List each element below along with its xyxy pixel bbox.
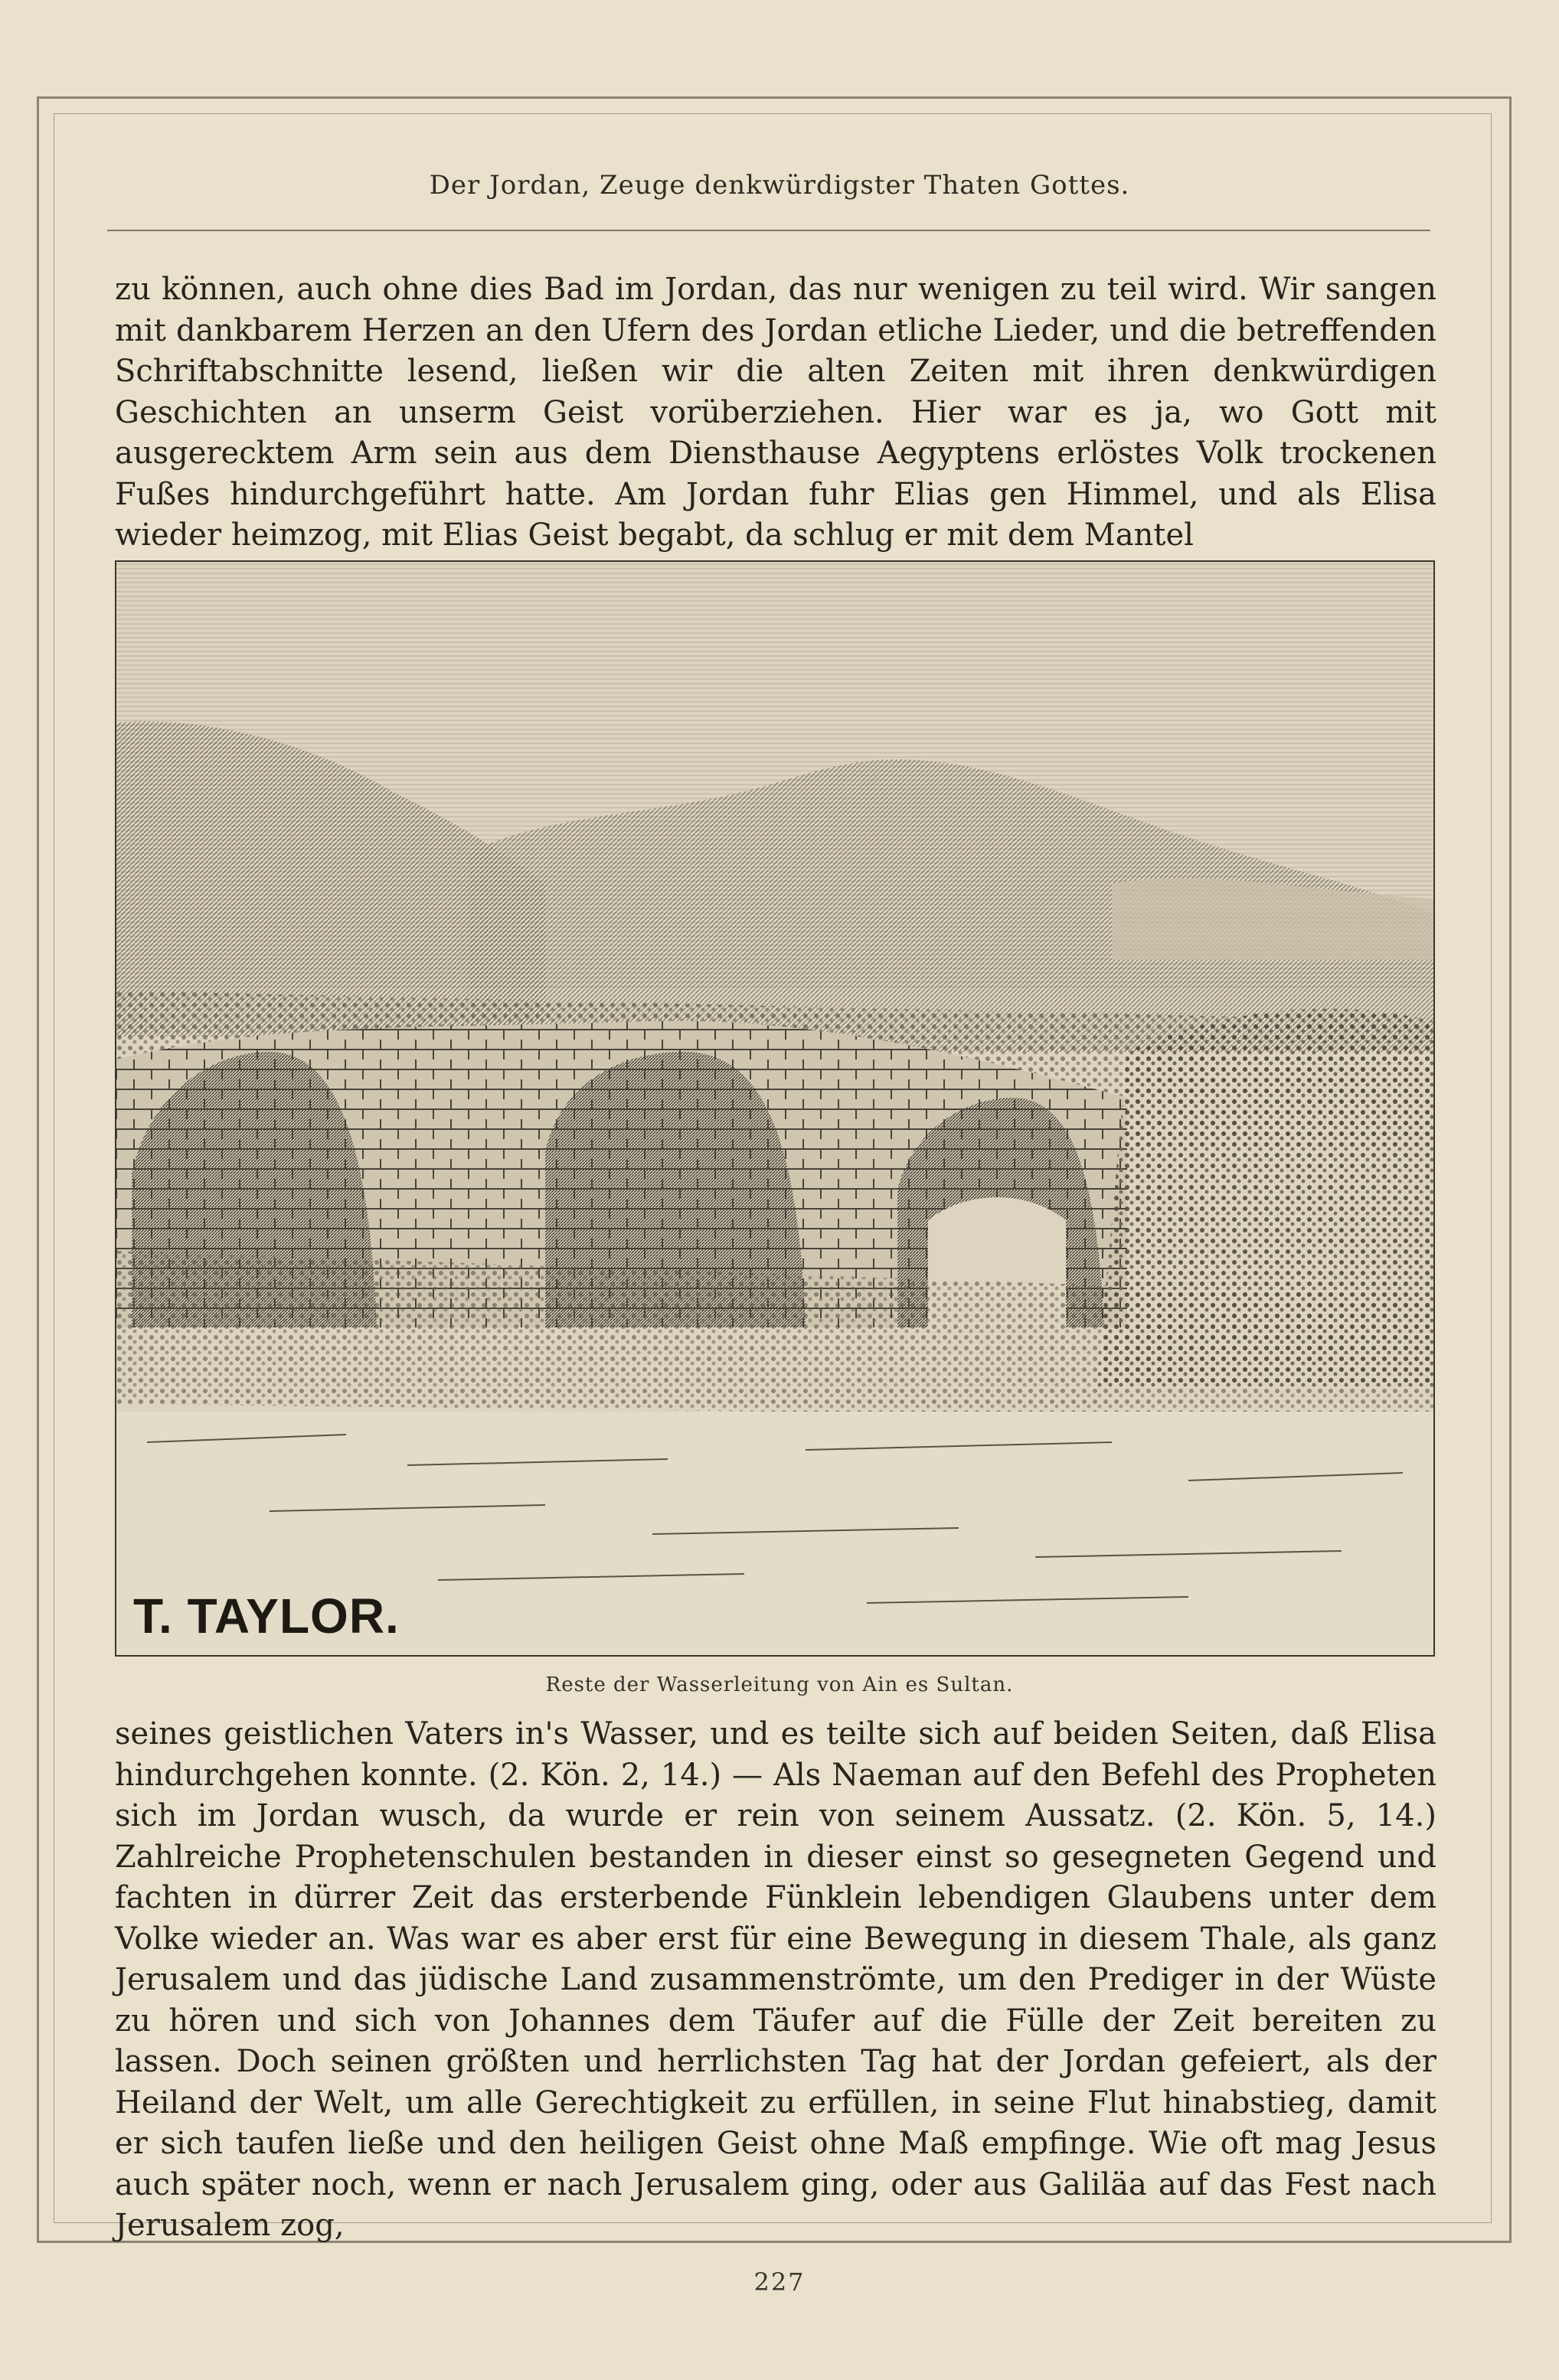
paragraph-bottom: seines geistlichen Vaters in's Wasser, und es teilte sich auf beiden Seiten, daß Elisa hindurchgehen konnte. (2. Kön. 2, 14.) — Als Naeman auf den Befehl des Propheten sich im Jordan wusch, da wurde er rein von seinem Aussatz. (2. Kön. 5, 14.) Zahlreiche Prophetenschulen bestanden in dieser einst so gesegneten Gegend und fachten in dürrer Zeit das ersterbende Fünklein lebendigen Glaubens unter dem Volke wieder an. Was war es aber erst für eine Bewegung in diesem Thale, als ganz Jerusalem und das jüdische Land zusammenströmte, um den Prediger in der Wüste zu hören und sich von Johannes dem Täufer auf die Fülle der Zeit bereiten zu lassen. Doch seinen größten und herrlichsten Tag hat der Jordan gefeiert, als der Heiland der Welt, um alle Gerechtigkeit zu erfüllen, in seine Flut hinabstieg, damit er sich taufen ließe und den heiligen Geist ohne Maß empfinge. Wie oft mag Jesus auch später noch, wenn er nach Jerusalem ging, oder aus Galiläa auf das Fest nach Jerusalem zog,	[115, 1716, 1436, 2243]
engraving-scene	[116, 562, 1433, 1655]
illustration-aqueduct	[115, 560, 1435, 1657]
figure-caption: Reste der Wasserleitung von Ain es Sultan.	[545, 1673, 1014, 1696]
paragraph-top: zu können, auch ohne dies Bad im Jordan, das nur wenigen zu teil wird. Wir sangen mit dankbarem Herzen an den Ufern des Jordan etliche Lieder, und die betreffenden Schriftabschnitte lesend, ließen wir die alten Zeiten mit ihren denkwürdigen Geschichten an unserm Geist vorüberziehen. Hier war es ja, wo Gott mit ausgerecktem Arm sein aus dem Diensthause Aegyptens erlöstes Volk trockenen Fußes hindurchgeführt hatte. Am Jordan fuhr Elias gen Himmel, und als Elisa wieder heimzog, mit Elias Geist begabt, da schlug er mit dem Mantel	[115, 272, 1436, 553]
header-rule	[107, 230, 1430, 231]
running-head: Der Jordan, Zeuge denkwürdigster Thaten Gottes.	[429, 170, 1130, 201]
illustrator-signature: T. TAYLOR.	[133, 1588, 400, 1644]
page-number: 227	[753, 2267, 806, 2297]
